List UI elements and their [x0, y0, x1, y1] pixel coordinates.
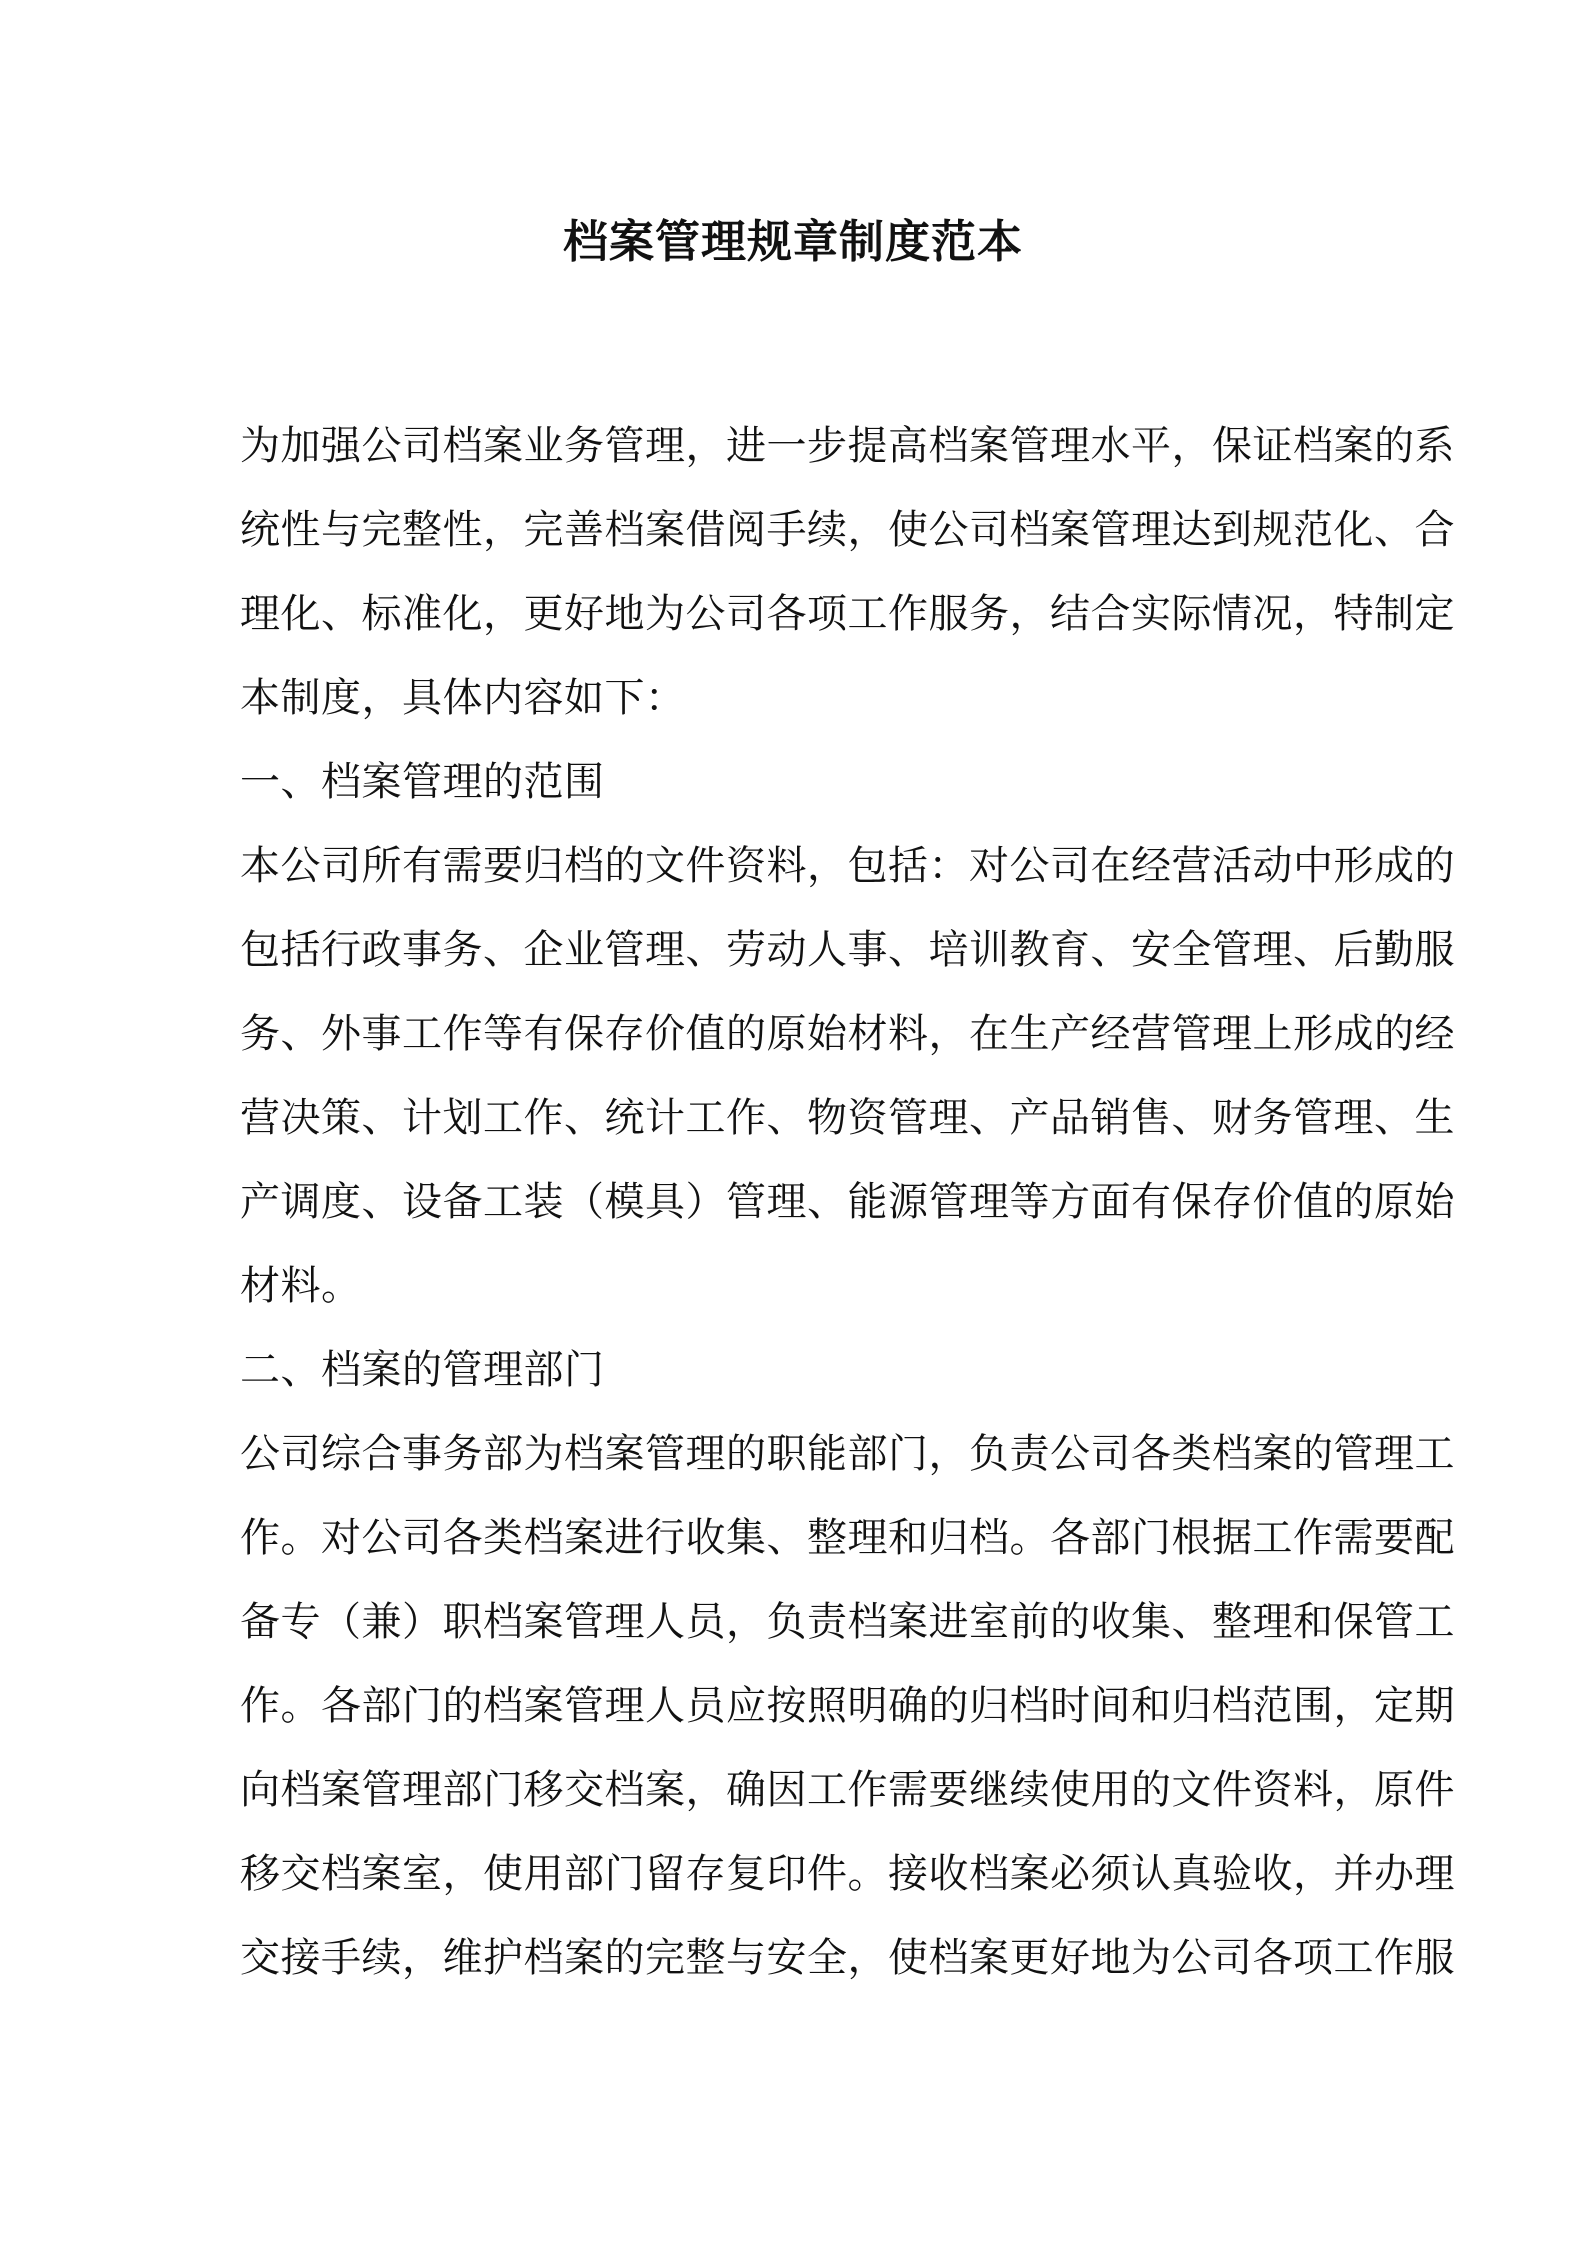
intro-line-2: 统性与完整性，完善档案借阅手续，使公司档案管理达到规范化、合 — [240, 507, 1455, 553]
department-line-5: 向档案管理部门移交档案，确因工作需要继续使用的文件资料，原件 — [240, 1767, 1455, 1813]
department-line-1: 公司综合事务部为档案管理的职能部门，负责公司各类档案的管理工 — [240, 1431, 1455, 1477]
scope-line-3: 务、外事工作等有保存价值的原始材料，在生产经营管理上形成的经 — [240, 1011, 1455, 1057]
department-line-4: 作。各部门的档案管理人员应按照明确的归档时间和归档范围，定期 — [240, 1683, 1455, 1729]
scope-line-2: 包括行政事务、企业管理、劳动人事、培训教育、安全管理、后勤服 — [240, 927, 1455, 973]
department-line-7: 交接手续，维护档案的完整与安全，使档案更好地为公司各项工作服 — [240, 1935, 1455, 1981]
section-heading-department: 二、档案的管理部门 — [240, 1347, 605, 1393]
document-title: 档案管理规章制度范本 — [562, 215, 1023, 268]
scope-line-5: 产调度、设备工装（模具）管理、能源管理等方面有保存价值的原始 — [240, 1179, 1455, 1225]
scope-line-4: 营决策、计划工作、统计工作、物资管理、产品销售、财务管理、生 — [240, 1095, 1455, 1141]
scope-line-6: 材料。 — [240, 1263, 362, 1309]
section-heading-scope: 一、档案管理的范围 — [240, 759, 605, 805]
intro-line-1: 为加强公司档案业务管理，进一步提高档案管理水平，保证档案的系 — [240, 423, 1455, 469]
department-line-2: 作。对公司各类档案进行收集、整理和归档。各部门根据工作需要配 — [240, 1515, 1455, 1561]
department-line-3: 备专（兼）职档案管理人员，负责档案进室前的收集、整理和保管工 — [240, 1599, 1455, 1645]
intro-line-3: 理化、标准化，更好地为公司各项工作服务，结合实际情况，特制定 — [240, 591, 1455, 637]
scope-line-1: 本公司所有需要归档的文件资料，包括：对公司在经营活动中形成的 — [240, 843, 1455, 889]
intro-line-4: 本制度，具体内容如下： — [240, 675, 686, 721]
document-body — [240, 404, 1455, 2000]
department-line-6: 移交档案室，使用部门留存复印件。接收档案必须认真验收，并办理 — [240, 1851, 1455, 1897]
